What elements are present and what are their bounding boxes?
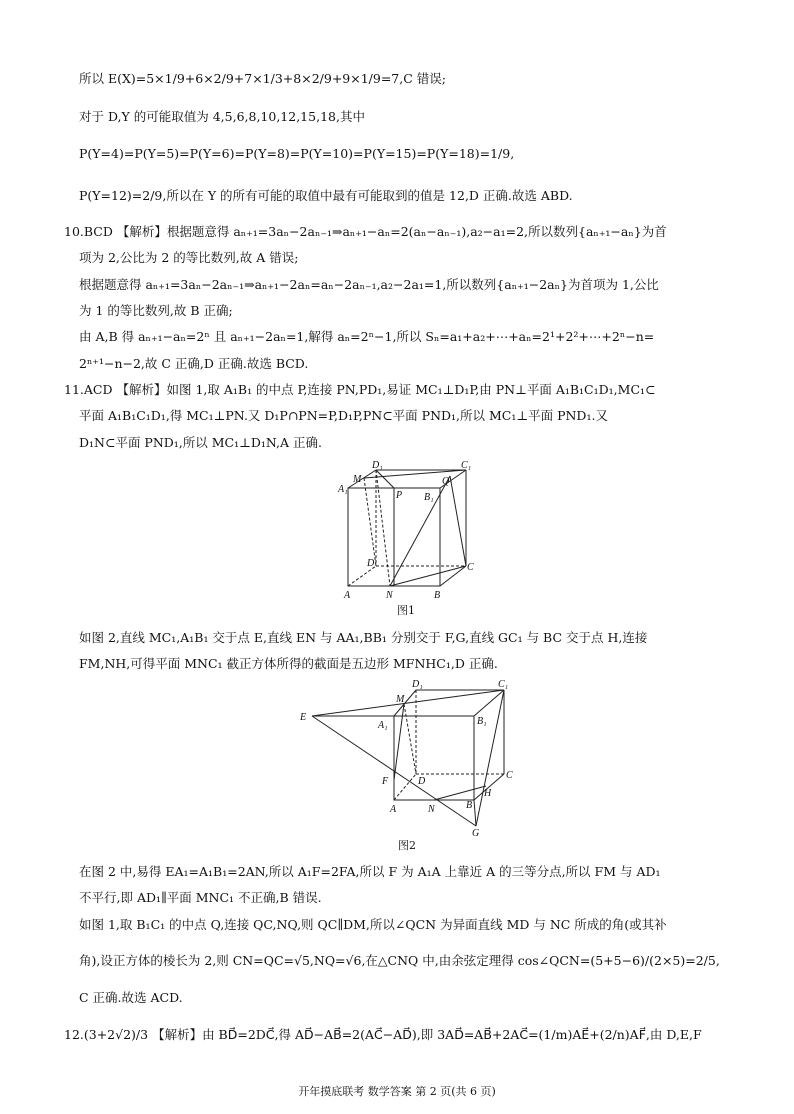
text-line: 不平行,即 AD₁∥平面 MNC₁ 不正确,B 错误. — [79, 890, 322, 905]
label: C₁ — [461, 460, 472, 471]
text-line: 为 1 的等比数列,故 B 正确; — [79, 303, 233, 318]
text-line: P(Y=4)=P(Y=5)=P(Y=6)=P(Y=8)=P(Y=10)=P(Y=15)=P(Y=18)=1/9, — [79, 146, 515, 161]
text-line: 10.BCD 【解析】根据题意得 aₙ₊₁=3aₙ−2aₙ₋₁⇒aₙ₊₁−aₙ=2(aₙ−aₙ₋₁),a₂−a₁=2,所以数列{aₙ₊₁−aₙ}为首 — [64, 224, 667, 239]
figure-2-caption: 图2 — [398, 839, 416, 852]
figure-1 — [330, 458, 480, 618]
text-line: 12.(3+2√2)/3 【解析】由 BD⃗=2DC⃗,得 AD⃗−AB⃗=2(AC⃗−AD⃗),即 3AD⃗=AB⃗+2AC⃗=(1/m)AE⃗+(2/n)AF⃗,由 D,E,F — [64, 1027, 702, 1042]
label: M — [396, 694, 405, 705]
text-line: 由 A,B 得 aₙ₊₁−aₙ=2ⁿ 且 aₙ₊₁−2aₙ=1,解得 aₙ=2ⁿ−1,所以 Sₙ=a₁+a₂+⋯+aₙ=2¹+2²+⋯+2ⁿ−n= — [79, 329, 655, 344]
label: A — [390, 804, 397, 815]
label: B — [466, 800, 473, 811]
text-line: 如图 2,直线 MC₁,A₁B₁ 交于点 E,直线 EN 与 AA₁,BB₁ 分别交于 F,G,直线 GC₁ 与 BC 交于点 H,连接 — [79, 630, 648, 645]
text-line: C 正确.故选 ACD. — [79, 990, 183, 1005]
text-line: 角),设正方体的棱长为 2,则 CN=QC=√5,NQ=√6,在△CNQ 中,由余弦定理得 cos∠QCN=(5+5−6)/(2×5)=2/5, — [79, 953, 720, 968]
page-footer: 开年摸底联考 数学答案 第 2 页(共 6 页) — [298, 1085, 496, 1098]
text-line: 11.ACD 【解析】如图 1,取 A₁B₁ 的中点 P,连接 PN,PD₁,易证 MC₁⊥D₁P,由 PN⊥平面 A₁B₁C₁D₁,MC₁⊂ — [64, 382, 656, 397]
label: B — [434, 590, 441, 601]
label: A — [344, 590, 351, 601]
text-line: 根据题意得 aₙ₊₁=3aₙ−2aₙ₋₁⇒aₙ₊₁−2aₙ=aₙ−2aₙ₋₁,a₂−2a₁=1,所以数列{aₙ₊₁−2aₙ}为首项为 1,公比 — [79, 277, 659, 292]
text-line: 如图 1,取 B₁C₁ 的中点 Q,连接 QC,NQ,则 QC∥DM,所以∠QCN 为异面直线 MD 与 NC 所成的角(或其补 — [79, 917, 667, 932]
label: C₁ — [498, 679, 509, 690]
label: E — [300, 712, 307, 723]
label: N — [428, 804, 435, 815]
label: D₁ — [412, 679, 423, 690]
figure-1-caption: 图1 — [397, 604, 415, 617]
label: A₁ — [378, 720, 388, 731]
label: H — [484, 788, 492, 799]
label: Q — [442, 476, 450, 487]
label: D — [367, 558, 375, 569]
text-line: 在图 2 中,易得 EA₁=A₁B₁=2AN,所以 A₁F=2FA,所以 F 为 A₁A 上靠近 A 的三等分点,所以 FM 与 AD₁ — [79, 864, 661, 879]
text-line: D₁N⊂平面 PND₁,所以 MC₁⊥D₁N,A 正确. — [79, 435, 322, 450]
label: D₁ — [372, 460, 383, 471]
label: B₁ — [424, 492, 434, 503]
label: C — [467, 562, 474, 573]
text-line: 项为 2,公比为 2 的等比数列,故 A 错误; — [79, 250, 299, 265]
label: P — [396, 490, 403, 501]
text-line: 2ⁿ⁺¹−n−2,故 C 正确,D 正确.故选 BCD. — [79, 356, 309, 371]
label: A₁ — [338, 484, 348, 495]
label: F — [382, 776, 389, 787]
text-line: 平面 A₁B₁C₁D₁,得 MC₁⊥PN.又 D₁P∩PN=P,D₁P,PN⊂平面 PND₁,所以 MC₁⊥平面 PND₁.又 — [79, 408, 608, 423]
label: B₁ — [477, 716, 487, 727]
text-line: 所以 E(X)=5×1/9+6×2/9+7×1/3+8×2/9+9×1/9=7,C 错误; — [79, 71, 446, 86]
label: C — [506, 770, 513, 781]
label: N — [386, 590, 393, 601]
text-line: FM,NH,可得平面 MNC₁ 截正方体所得的截面是五边形 MFNHC₁,D 正确. — [79, 656, 498, 671]
label: G — [472, 828, 480, 838]
text-line: P(Y=12)=2/9,所以在 Y 的所有可能的取值中最有可能取到的值是 12,D 正确.故选 ABD. — [79, 188, 573, 203]
label: D — [418, 776, 426, 787]
figure-2 — [300, 676, 530, 838]
label: M — [353, 474, 362, 485]
text-line: 对于 D,Y 的可能取值为 4,5,6,8,10,12,15,18,其中 — [79, 109, 365, 124]
